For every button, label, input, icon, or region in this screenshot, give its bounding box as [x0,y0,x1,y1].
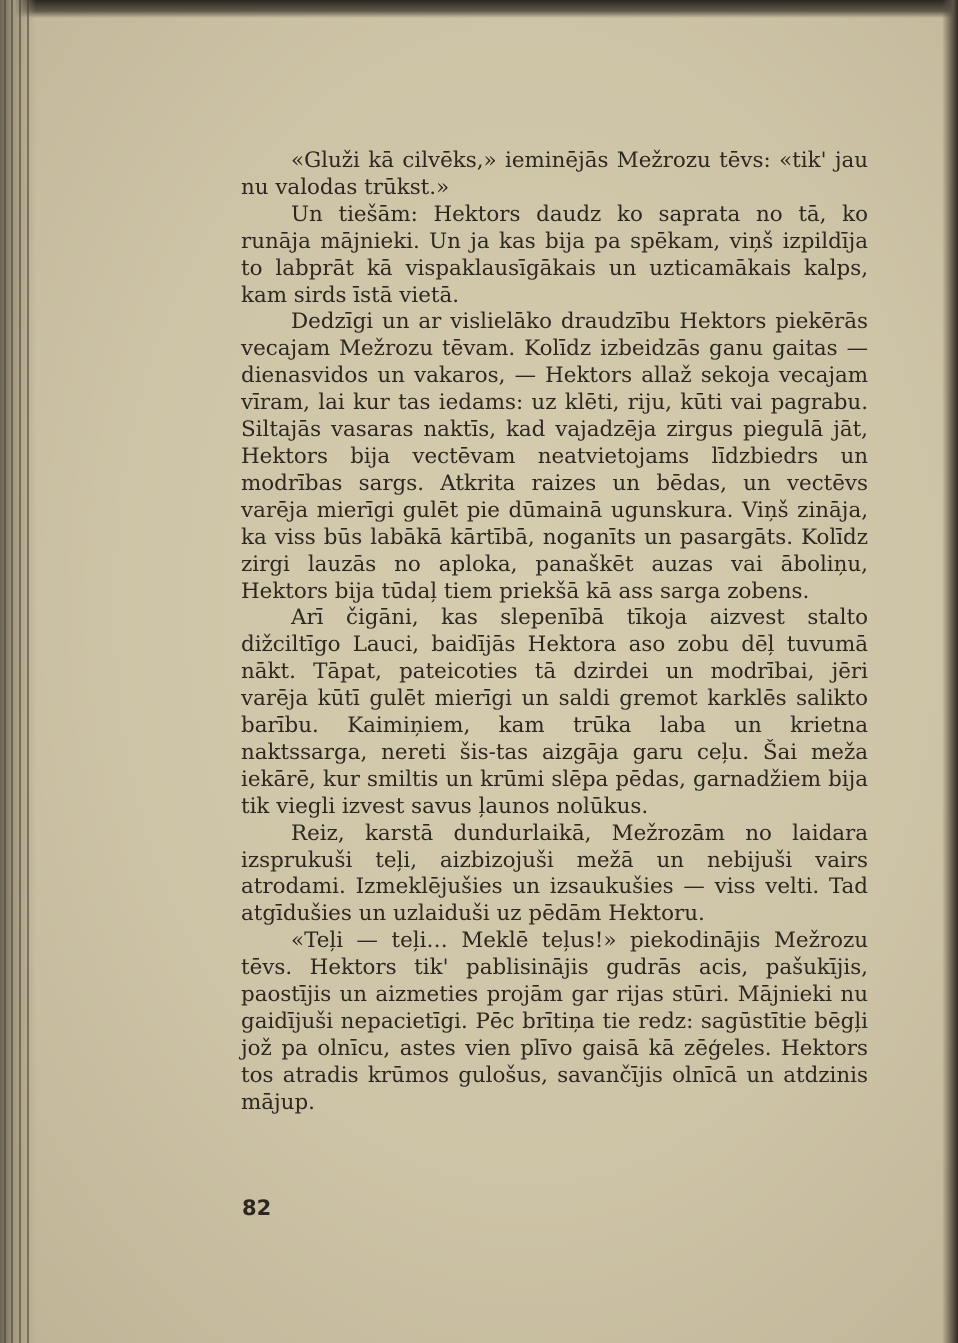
page-top-shadow [0,0,958,18]
book-gutter [0,0,36,1343]
gutter-line [11,0,13,1343]
page-number: 82 [242,1196,272,1220]
gutter-line [4,0,6,1343]
paragraph: Un tiešām: Hektors daudz ko saprata no tā, ko runāja mājnieki. Un ja kas bija pa spēkam, viņš izpildīja to labprāt kā vispaklausīgākais un uzticamākais kalps, kam sirds īstā vietā. [241,201,868,308]
body-text [241,148,868,1117]
page-right-edge [942,0,958,1343]
paragraph: Arī čigāni, kas slepenībā tīkoja aizvest stalto dižciltīgo Lauci, baidījās Hektora aso zobu dēļ tuvumā nākt. Tāpat, pateicoties tā dzirdei un modrībai, jēri varēja kūtī gulēt mierīgi un saldi gremot karklēs salikto barību. Kaimiņiem, kam trūka laba un krietna naktssarga, nereti šis-tas aizgāja garu ceļu. Šai meža iekārē, kur smiltis un krūmi slēpa pēdas, garnadžiem bija tik viegli izvest savus ļaunos nolūkus. [241,605,868,819]
paragraph: Reiz, karstā dundurlaikā, Mežrozām no laidara izsprukuši teļi, aizbizojuši mežā un nebijuši vairs atrodami. Izmeklējušies un izsaukušies — viss velti. Tad atgīdušies un uzlaiduši uz pēdām Hektoru. [241,820,868,927]
gutter-line [19,0,21,1343]
gutter-line [27,0,29,1343]
paragraph: Dedzīgi un ar vislielāko draudzību Hektors piekērās vecajam Mežrozu tēvam. Kolīdz izbeidzās ganu gaitas — dienasvidos un vakaros, — Hektors allaž sekoja vecajam vīram, lai kur tas iedams: uz klēti, riju, kūti vai pagrabu. Siltajās vasaras naktīs, kad vajadzēja zirgus piegulā jāt, Hektors bija vectēvam neatvietojams līdzbiedrs un modrības sargs. Atkrita raizes un bēdas, un vectēvs varēja mierīgi gulēt pie dūmainā ugunskura. Viņš zināja, ka viss būs labākā kārtībā, noganīts un pasargāts. Kolīdz zirgi lauzās no aploka, panaškēt auzas vai āboliņu, Hektors bija tūdaļ tiem priekšā kā ass sarga zobens. [241,309,868,604]
paragraph: «Gluži kā cilvēks,» ieminējās Mežrozu tēvs: «tik' jau nu valodas trūkst.» [241,148,868,200]
paragraph: «Teļi — teļi… Meklē teļus!» piekodinājis Mežrozu tēvs. Hektors tik' pablisinājis gudrās acis, pašukījis, paostījis un aizmeties projām gar rijas stūri. Mājnieki nu gaidījuši nepacietīgi. Pēc brītiņa tie redz: sagūstītie bēgļi jož pa olnīcu, astes vien plīvo gaisā kā zēģeles. Hektors tos atradis krūmos gulošus, savančījis olnīcā un atdzinis mājup. [241,928,868,1115]
